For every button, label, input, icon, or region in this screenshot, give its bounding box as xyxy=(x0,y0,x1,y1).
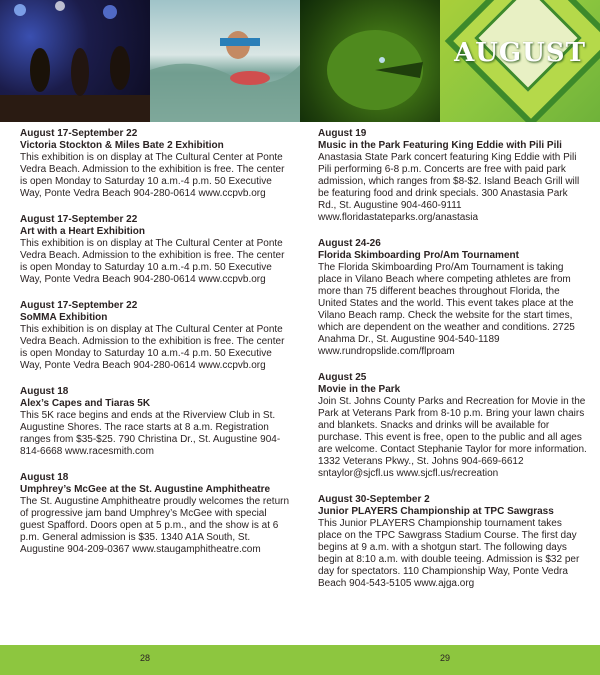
event-description: The Florida Skimboarding Pro/Am Tournament is taking place in Vilano Beach where competing athletes are from more than 75 different beaches throughout Florida, the United States and the world. This event takes place at the Vilano Beach ramp. Check the website for the start times, which are dependent on the weather and conditions. 2725 Anahma Dr., St. Augustine 904-540-1189 www.rundropslide.com/flproam xyxy=(318,262,575,357)
event-description: This Junior PLAYERS Championship tournament takes place on the TPC Sawgrass Stadium Course. The first day begins at 9 a.m. with a shotgun start. The following days begin at 8:10 a.m. with double teeing. Admission is $32 per day for spectators. 110 Championship Way, Ponte Vedra Beach 904-543-5105 www.ajga.org xyxy=(318,518,580,589)
event-title: SoMMA Exhibition xyxy=(20,312,108,323)
event-item xyxy=(20,386,290,458)
concert-photo xyxy=(0,0,150,122)
event-item xyxy=(20,214,290,286)
event-description: This exhibition is on display at The Cultural Center at Ponte Vedra Beach. Admission to the exhibition is free. The center is open Monday to Saturday 10 a.m.-4 p.m. 50 Executive Way, Ponte Vedra Beach 904-280-0614 www.ccpvb.org xyxy=(20,324,285,371)
event-description: This exhibition is on display at The Cultural Center at Ponte Vedra Beach. Admission to the exhibition is free. The center is open Monday to Saturday 10 a.m.-4 p.m. 50 Executive Way, Ponte Vedra Beach 904-280-0614 www.ccpvb.org xyxy=(20,152,285,199)
right-event-column xyxy=(318,128,588,604)
event-title: Florida Skimboarding Pro/Am Tournament xyxy=(318,250,519,261)
event-date: August 17-September 22 xyxy=(20,300,138,311)
event-date: August 18 xyxy=(20,386,69,397)
page-footer xyxy=(0,645,600,675)
event-item xyxy=(20,128,290,200)
event-item xyxy=(20,472,290,556)
event-description: This exhibition is on display at The Cultural Center at Ponte Vedra Beach. Admission to the exhibition is free. The center is open Monday to Saturday 10 a.m.-4 p.m. 50 Executive Way, Ponte Vedra Beach 904-280-0614 www.ccpvb.org xyxy=(20,238,285,285)
concert-photo-art xyxy=(0,0,150,122)
left-event-column xyxy=(20,128,290,570)
event-date: August 17-September 22 xyxy=(20,128,138,139)
event-title: Umphrey’s McGee at the St. Augustine Amphitheatre xyxy=(20,484,271,495)
lily-pad-photo xyxy=(300,0,440,122)
event-title: Alex’s Capes and Tiaras 5K xyxy=(20,398,151,409)
event-item xyxy=(20,300,290,372)
event-title: Art with a Heart Exhibition xyxy=(20,226,146,237)
event-item xyxy=(318,494,588,590)
event-item xyxy=(318,372,588,480)
event-item xyxy=(318,128,588,224)
event-date: August 17-September 22 xyxy=(20,214,138,225)
event-title: Junior PLAYERS Championship at TPC Sawgrass xyxy=(318,506,554,517)
event-title: Movie in the Park xyxy=(318,384,401,395)
skimboarding-photo-art xyxy=(150,0,300,122)
event-date: August 18 xyxy=(20,472,69,483)
header-photo-strip xyxy=(0,0,600,122)
event-date: August 24-26 xyxy=(318,238,381,249)
event-title: Victoria Stockton & Miles Bate 2 Exhibition xyxy=(20,140,224,151)
page-number-left: 28 xyxy=(140,653,151,663)
event-date: August 19 xyxy=(318,128,367,139)
event-title: Music in the Park Featuring King Eddie with Pili Pili xyxy=(318,140,562,151)
event-description: Anastasia State Park concert featuring King Eddie with Pili Pili performing 6-8 p.m. Concerts are free with paid park admission, which ranges from $8-$2. Island Beach Grill will be featuring food and drink specials. 300 Anastasia Park Rd., St. Augustine 904-460-9111 www.floridastateparks.org/anastasia xyxy=(318,152,580,223)
event-description: The St. Augustine Amphitheatre proudly welcomes the return of progressive jam band Umphrey’s McGee with special guest Spafford. Doors open at 5 p.m., and the show is at 6 p.m. General admission is $35. 1340 A1A South, St. Augustine 904-209-0367 www.staugamphitheatre.com xyxy=(20,496,290,555)
event-description: Join St. Johns County Parks and Recreation for Movie in the Park at Veterans Park from 8-10 p.m. Bring your lawn chairs and blankets. Snacks and drinks will be available for purchase. This event is free, open to the public and all ages are welcome. Contact Stephanie Taylor for more information. 1332 Veterans Pkwy., St. Johns 904-669-6612 sntaylor@sjcfl.us www.sjcfl.us/recreation xyxy=(318,396,587,479)
month-title: AUGUST xyxy=(454,38,586,68)
lily-pad-photo-art xyxy=(300,0,440,122)
month-banner xyxy=(440,0,600,122)
event-date: August 25 xyxy=(318,372,367,383)
event-date: August 30-September 2 xyxy=(318,494,430,505)
event-item xyxy=(318,238,588,358)
page-number-right: 29 xyxy=(440,653,451,663)
skimboarding-photo xyxy=(150,0,300,122)
event-description: This 5K race begins and ends at the Riverview Club in St. Augustine Shores. The race starts at 8 a.m. Registration ranges from $35-$25. 790 Christina Dr., St. Augustine 904-814-6668 www.racesmith.com xyxy=(20,410,281,457)
